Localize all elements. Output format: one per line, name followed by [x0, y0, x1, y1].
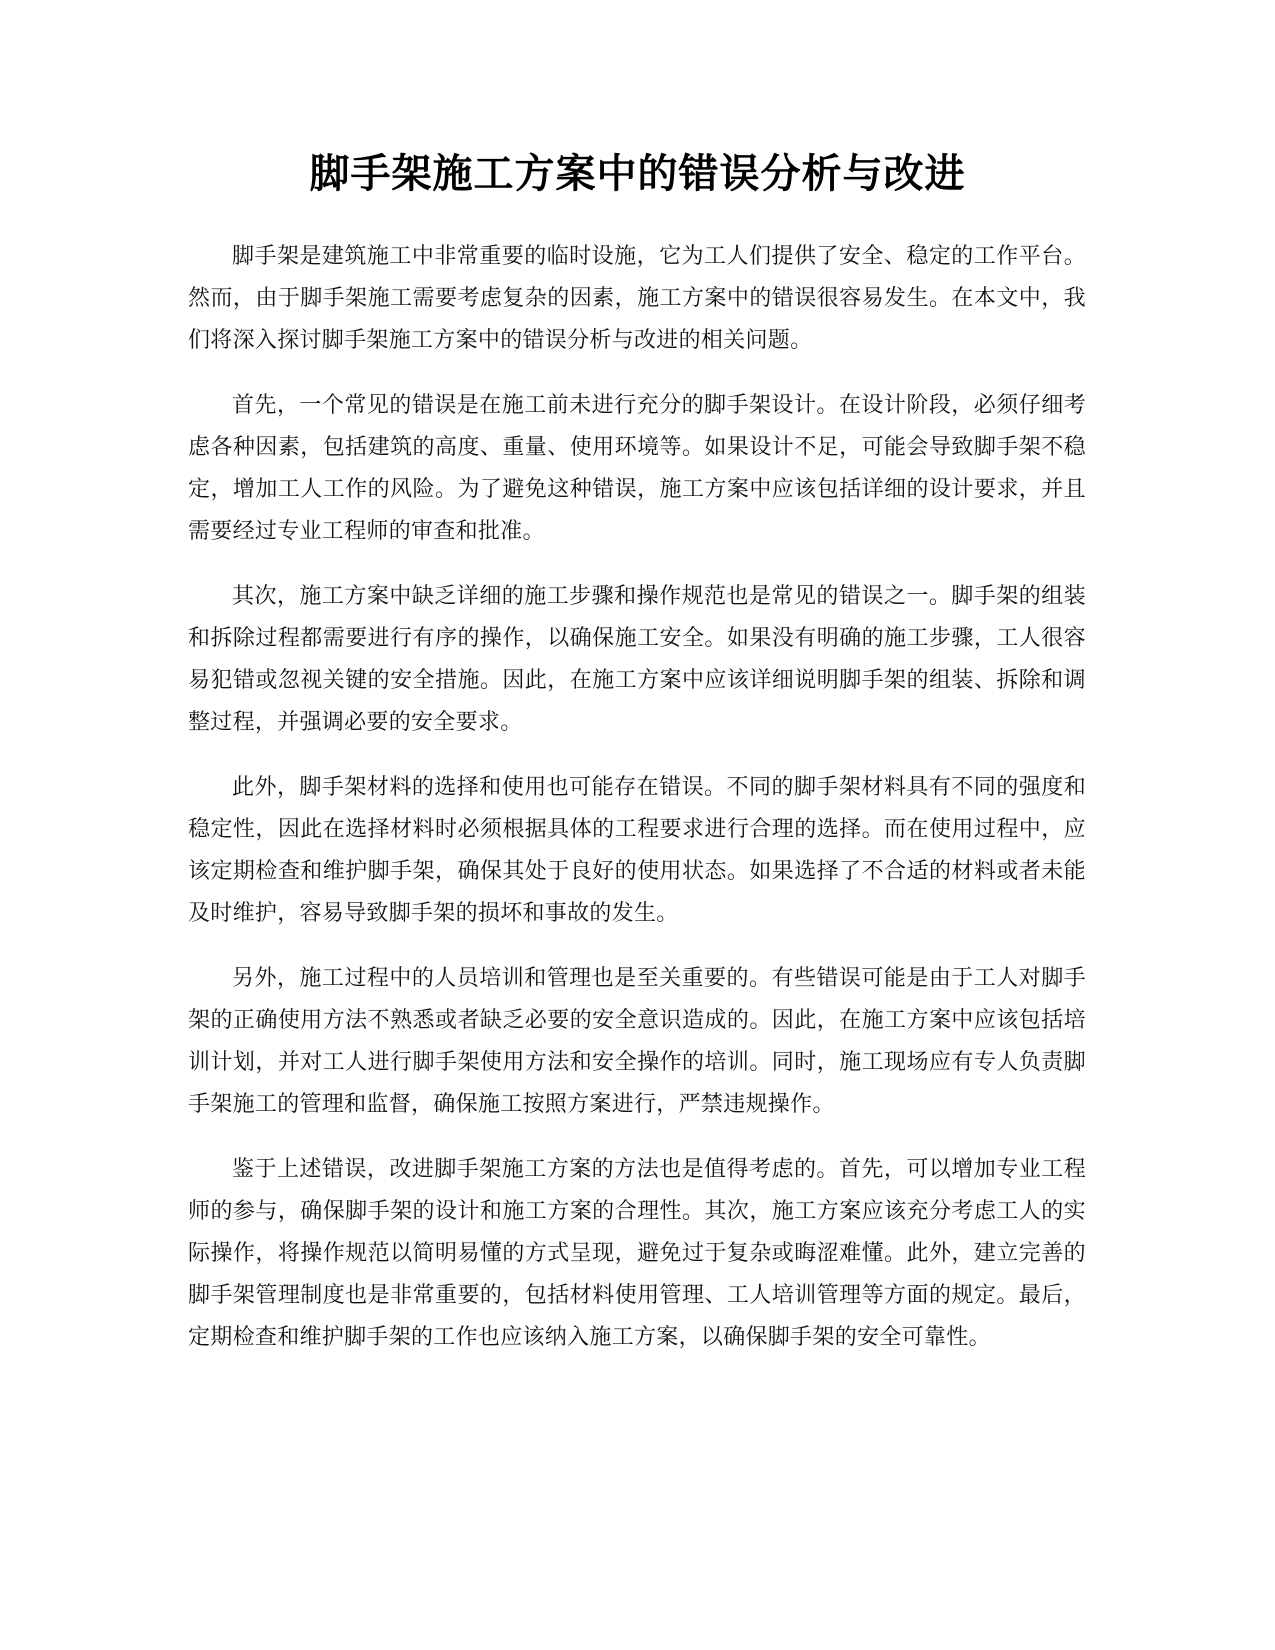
document-body — [188, 236, 1086, 1382]
paragraph-procedure-error: 其次，施工方案中缺乏详细的施工步骤和操作规范也是常见的错误之一。脚手架的组装和拆除过程都需要进行有序的操作，以确保施工安全。如果没有明确的施工步骤，工人很容易犯错或忽视关键的安全措施。因此，在施工方案中应该详细说明脚手架的组装、拆除和调整过程，并强调必要的安全要求。 — [188, 584, 1086, 735]
paragraph-intro: 脚手架是建筑施工中非常重要的临时设施，它为工人们提供了安全、稳定的工作平台。然而，由于脚手架施工需要考虑复杂的因素，施工方案中的错误很容易发生。在本文中，我们将深入探讨脚手架施工方案中的错误分析与改进的相关问题。 — [188, 244, 1086, 353]
document-title: 脚手架施工方案中的错误分析与改进 — [309, 151, 966, 197]
paragraph-design-error: 首先，一个常见的错误是在施工前未进行充分的脚手架设计。在设计阶段，必须仔细考虑各种因素，包括建筑的高度、重量、使用环境等。如果设计不足，可能会导致脚手架不稳定，增加工人工作的风险。为了避免这种错误，施工方案中应该包括详细的设计要求，并且需要经过专业工程师的审查和批准。 — [188, 393, 1086, 544]
paragraph-training-error: 另外，施工过程中的人员培训和管理也是至关重要的。有些错误可能是由于工人对脚手架的正确使用方法不熟悉或者缺乏必要的安全意识造成的。因此，在施工方案中应该包括培训计划，并对工人进行脚手架使用方法和安全操作的培训。同时，施工现场应有专人负责脚手架施工的管理和监督，确保施工按照方案进行，严禁违规操作。 — [188, 966, 1086, 1117]
paragraph-improvements: 鉴于上述错误，改进脚手架施工方案的方法也是值得考虑的。首先，可以增加专业工程师的参与，确保脚手架的设计和施工方案的合理性。其次，施工方案应该充分考虑工人的实际操作，将操作规范以简明易懂的方式呈现，避免过于复杂或晦涩难懂。此外，建立完善的脚手架管理制度也是非常重要的，包括材料使用管理、工人培训管理等方面的规定。最后，定期检查和维护脚手架的工作也应该纳入施工方案，以确保脚手架的安全可靠性。 — [188, 1157, 1086, 1350]
paragraph-material-error: 此外，脚手架材料的选择和使用也可能存在错误。不同的脚手架材料具有不同的强度和稳定性，因此在选择材料时必须根据具体的工程要求进行合理的选择。而在使用过程中，应该定期检查和维护脚手架，确保其处于良好的使用状态。如果选择了不合适的材料或者未能及时维护，容易导致脚手架的损坏和事故的发生。 — [188, 775, 1086, 926]
